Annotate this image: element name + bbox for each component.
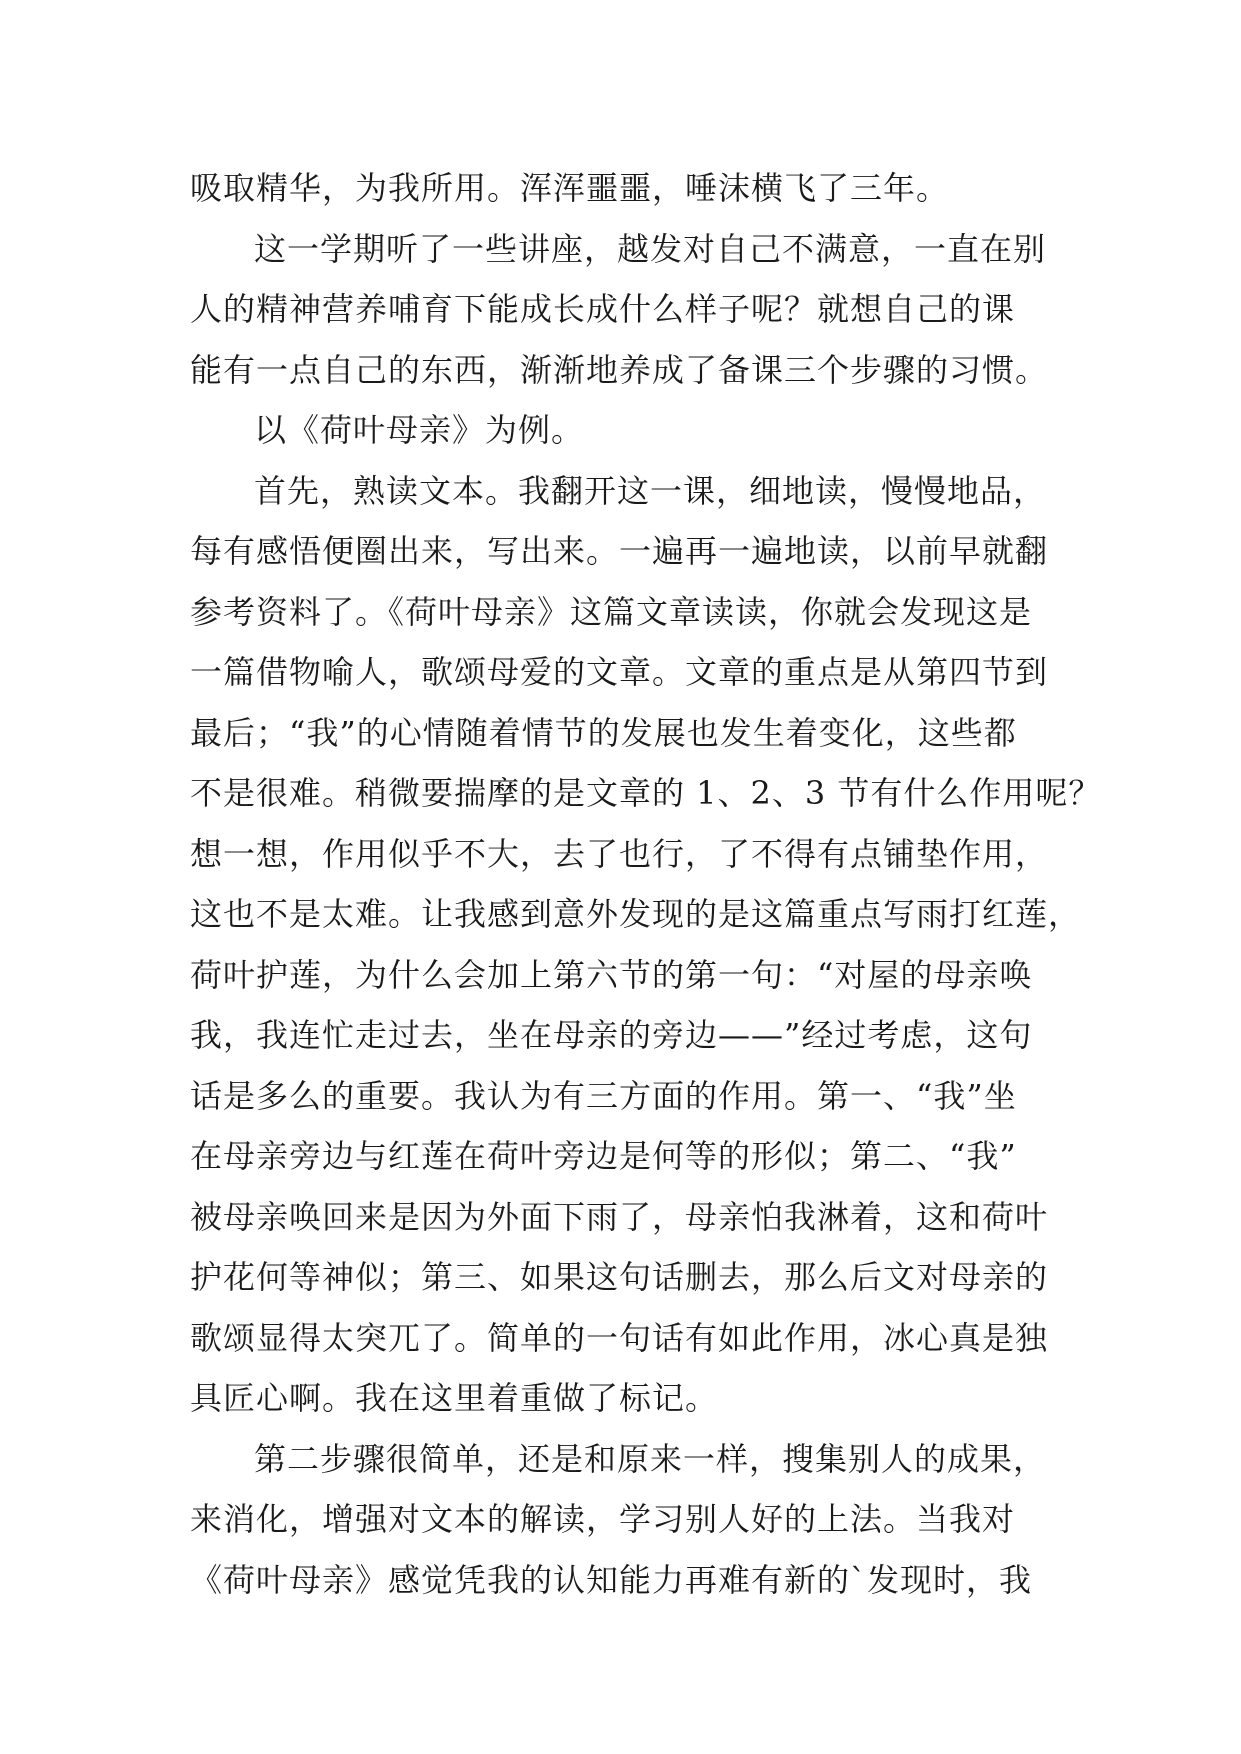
text-line: 想一想，作用似乎不大，去了也行，了不得有点铺垫作用， [190, 834, 1049, 873]
text-line: 我，我连忙走过去，坐在母亲的旁边——”经过考虑，这句 [190, 1016, 1033, 1054]
body-text [190, 158, 1102, 1610]
text-line: 一篇借物喻人，歌颂母爱的文章。文章的重点是从第四节到 [190, 653, 1049, 691]
paragraph-start-line: 首先，熟读文本。我翻开这一课，细地读，慢慢地品， [254, 471, 1047, 510]
paragraph-start-line: 第二步骤很简单，还是和原来一样，搜集别人的成果， [254, 1439, 1047, 1478]
text-line: 每有感悟便圈出来，写出来。一遍再一遍地读，以前早就翻 [190, 532, 1049, 570]
text-line: 话是多么的重要。我认为有三方面的作用。第一、“我”坐 [190, 1076, 1017, 1115]
text-line: 护花何等神似；第三、如果这句话删去，那么后文对母亲的 [190, 1258, 1049, 1296]
text-line: 具匠心啊。我在这里着重做了标记。 [190, 1379, 719, 1417]
text-line: 在母亲旁边与红莲在荷叶旁边是何等的形似；第二、“我” [190, 1137, 1017, 1175]
text-line: 《荷叶母亲》感觉凭我的认知能力再难有新的`发现时，我 [190, 1560, 1033, 1599]
text-line: 歌颂显得太突兀了。简单的一句话有如此作用，冰心真是独 [190, 1318, 1049, 1357]
text-line: 不是很难。稍微要揣摩的是文章的 1、2、3 节有什么作用呢？ [190, 774, 1102, 812]
text-line: 人的精神营养哺育下能成长成什么样子呢？就想自己的课 [190, 290, 1016, 328]
text-line: 荷叶护莲，为什么会加上第六节的第一句：“对屋的母亲唤 [190, 955, 1033, 994]
text-line: 被母亲唤回来是因为外面下雨了，母亲怕我淋着，这和荷叶 [190, 1197, 1049, 1236]
text-line: 来消化，增强对文本的解读，学习别人好的上法。当我对 [190, 1500, 1016, 1538]
paragraph-start-line: 以《荷叶母亲》为例。 [254, 411, 585, 449]
paragraph-start-line: 这一学期听了一些讲座，越发对自己不满意，一直在别 [254, 229, 1047, 268]
text-line: 吸取精华，为我所用。浑浑噩噩，唾沫横飞了三年。 [190, 169, 950, 207]
text-line: 最后；“我”的心情随着情节的发展也发生着变化，这些都 [190, 713, 1017, 752]
text-line: 能有一点自己的东西，渐渐地养成了备课三个步骤的习惯。 [190, 350, 1049, 389]
text-line: 参考资料了。《荷叶母亲》这篇文章读读，你就会发现这是 [190, 592, 1033, 631]
text-line: 这也不是太难。让我感到意外发现的是这篇重点写雨打红莲， [190, 895, 1082, 933]
